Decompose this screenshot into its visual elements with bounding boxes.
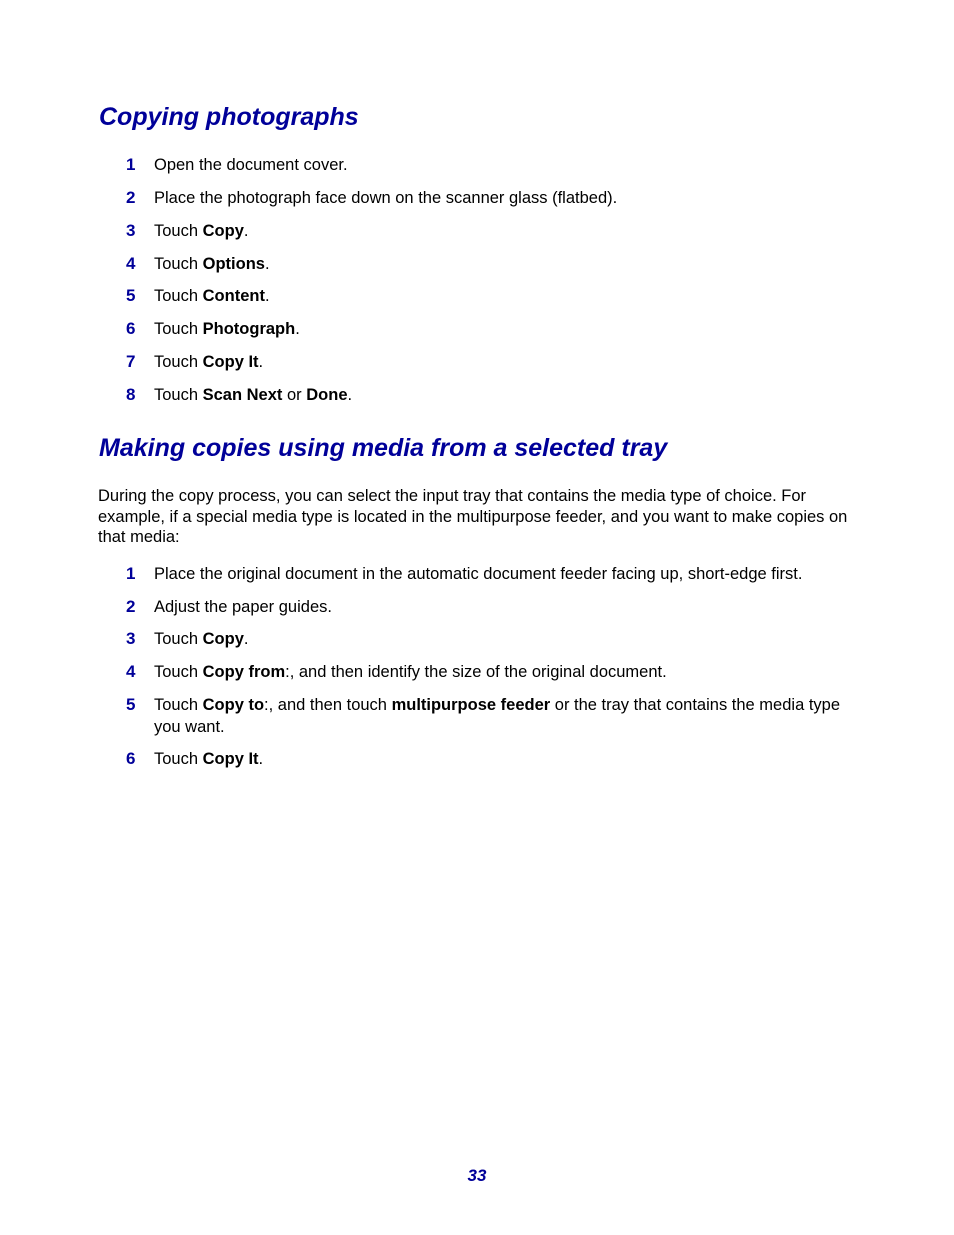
step-text	[154, 694, 854, 738]
ui-term: Options	[202, 255, 265, 273]
ui-term: Copy	[202, 222, 244, 240]
step-text	[154, 596, 854, 618]
text-run: Touch	[154, 386, 203, 404]
ui-term: Copy	[202, 630, 244, 648]
step-number: 1	[126, 155, 136, 174]
ui-term: Copy It	[202, 353, 259, 371]
text-run: .	[258, 750, 264, 768]
ui-term: Copy It	[202, 750, 259, 768]
step-text	[154, 285, 854, 307]
text-run: Touch	[154, 222, 203, 240]
step-number: 5	[126, 286, 136, 305]
text-run: or the tray that contains the media type you want.	[154, 696, 841, 736]
text-run: Touch	[154, 696, 203, 714]
step-number: 7	[126, 352, 136, 371]
text-run: .	[258, 353, 264, 371]
text-run: Touch	[154, 663, 203, 681]
text-run: Touch	[154, 750, 203, 768]
text-run: or	[282, 386, 307, 404]
step-number: 2	[126, 597, 136, 616]
page-number: 33	[467, 1166, 487, 1185]
text-run: Touch	[154, 320, 203, 338]
step-text	[154, 661, 854, 683]
text-run: Open the document cover.	[154, 156, 348, 174]
text-run: Place the original document in the automatic document feeder facing up, short-edge first.	[154, 565, 803, 583]
ui-term: Copy to	[202, 696, 265, 714]
ui-term: Copy from	[202, 663, 286, 681]
step-number: 3	[126, 629, 136, 648]
intro-paragraph: During the copy process, you can select the input tray that contains the media type of choice. For example, if a special media type is located in the multipurpose feeder, and you want to make copies on that media:	[98, 487, 848, 546]
text-run: Adjust the paper guides.	[154, 598, 332, 616]
text-run: .	[347, 386, 353, 404]
step-number: 5	[126, 695, 136, 714]
step-number: 6	[126, 319, 136, 338]
step-text	[154, 748, 854, 770]
step-text	[154, 563, 854, 585]
step-number: 4	[126, 254, 136, 273]
step-text	[154, 628, 854, 650]
text-run: Touch	[154, 630, 203, 648]
text-run: Touch	[154, 255, 203, 273]
step-number: 6	[126, 749, 136, 768]
ui-term: Photograph	[202, 320, 296, 338]
step-text	[154, 318, 854, 340]
section-heading-making-copies-selected-tray: Making copies using media from a selected tray	[99, 434, 668, 462]
ui-term: Done	[306, 386, 348, 404]
text-run: :, and then identify the size of the original document.	[285, 663, 667, 681]
text-run: Touch	[154, 287, 203, 305]
step-number: 3	[126, 221, 136, 240]
ui-term: Content	[202, 287, 265, 305]
step-text	[154, 384, 854, 406]
step-number: 8	[126, 385, 136, 404]
text-run: Place the photograph face down on the scanner glass (flatbed).	[154, 189, 618, 207]
text-run: .	[295, 320, 300, 338]
text-run: .	[243, 630, 249, 648]
ui-term: Scan Next	[202, 386, 283, 404]
ui-term: multipurpose feeder	[391, 696, 551, 714]
step-number: 1	[126, 564, 136, 583]
text-run: .	[264, 255, 270, 273]
text-run: :, and then touch	[264, 696, 392, 714]
step-text	[154, 220, 854, 242]
section-heading-copying-photographs: Copying photographs	[99, 103, 359, 131]
step-number: 4	[126, 662, 136, 681]
step-text	[154, 253, 854, 275]
text-run: Touch	[154, 353, 203, 371]
step-text	[154, 154, 854, 176]
text-run: .	[264, 287, 270, 305]
step-number: 2	[126, 188, 136, 207]
text-run: .	[243, 222, 249, 240]
step-text	[154, 351, 854, 373]
step-text	[154, 187, 854, 209]
